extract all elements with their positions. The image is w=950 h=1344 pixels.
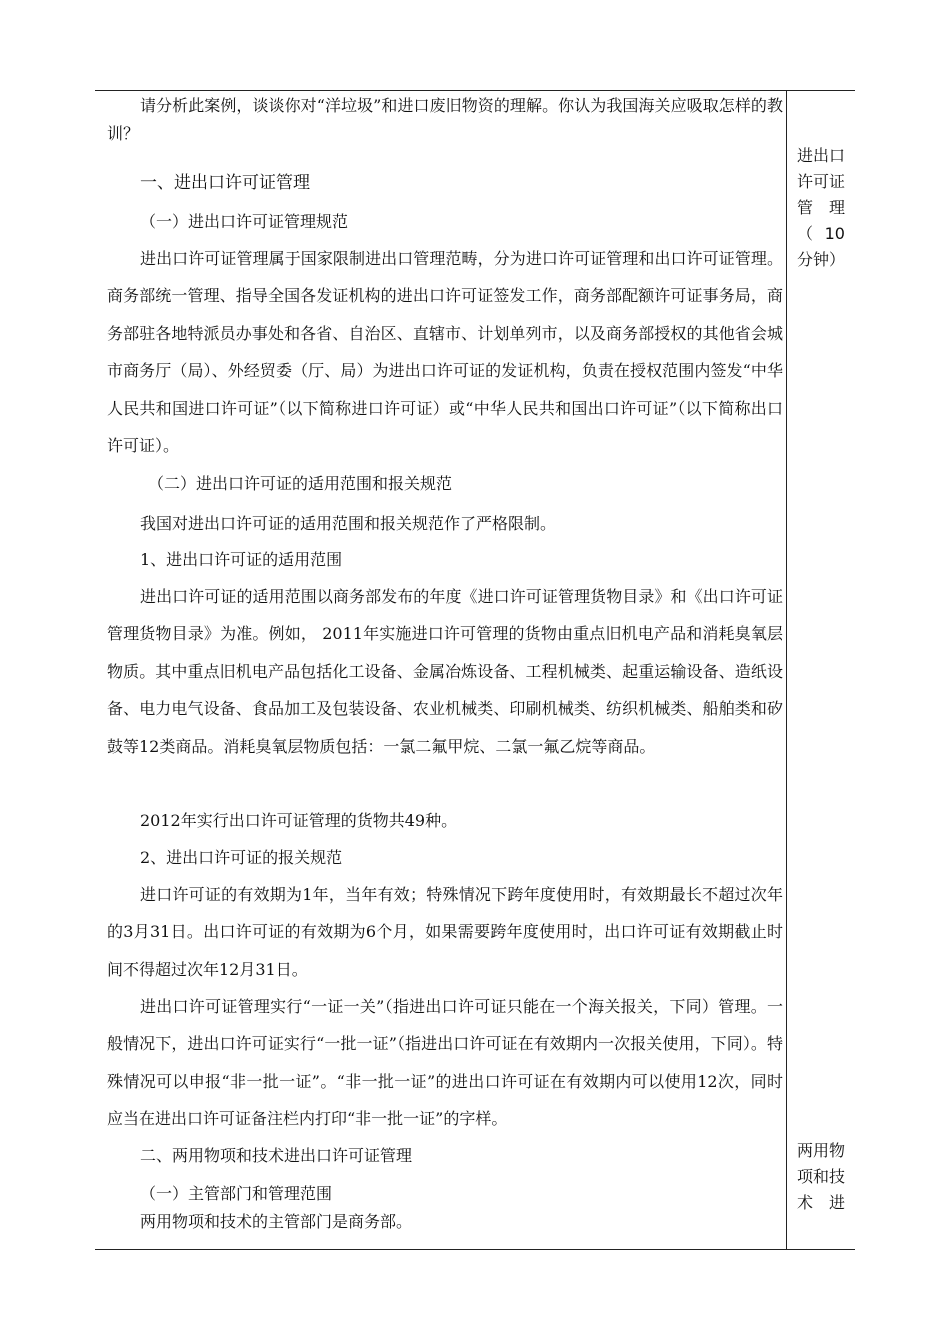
license-management-paragraph: 进出口许可证管理属于国家限制进出口管理范畴，分为进口许可证管理和出口许可证管理。商务部统一管理、指导全国各发证机构的进出口许可证签发工作，商务部配额许可证事务局，商务部驻各地特派员办事处和各省、自治区、直辖市、计划单列市，以及商务部授权的其他省会城市商务厅（局）、外经贸委（厅、局）为进出口许可证的发证机构，负责在授权范围内签发“中华人民共和国进口许可证”（以下简称进口许可证）或“中华人民共和国出口许可证”（以下简称出口许可证）。 xyxy=(107,249,783,456)
export-goods-paragraph: 2012年实行出口许可证管理的货物共49种。 xyxy=(140,811,458,830)
one-license-paragraph: 进出口许可证管理实行“一证一关”（指进出口许可证只能在一个海关报关，下同）管理。一般情况下，进出口许可证实行“一批一证”（指进出口许可证在有效期内一次报关使用，下同）。特殊情况可以申报“非一批一证”。“非一批一证”的进出口许可证在有效期内可以使用12次，同时应当在进出口许可证备注栏内打印“非一批一证”的字样。 xyxy=(107,997,783,1129)
section-heading-1: 一、进出口许可证管理 xyxy=(140,173,310,193)
table-bottom-border xyxy=(95,1249,855,1250)
side-note-dual-use: 两用物项和技术进 xyxy=(797,1141,846,1212)
scope-paragraph: 进出口许可证的适用范围以商务部发布的年度《进口许可证管理货物目录》和《出口许可证管理货物目录》为准。例如， 2011年实施进口许可管理的货物由重点旧机电产品和消耗臭氧层物质。其中重点旧机电产品包括化工设备、金属冶炼设备、工程机械类、起重运输设备、造纸设备、电力电气设备、食品加工及包装设备、农业机械类、印刷机械类、纺织机械类、船舶类和矽鼓等12类商品。消耗臭氧层物质包括：一氯二氟甲烷、二氯一氟乙烷等商品。 xyxy=(107,587,783,756)
case-question-paragraph: 请分析此案例，谈谈你对“洋垃圾”和进口废旧物资的理解。你认为我国海关应吸取怎样的教训？ xyxy=(107,96,783,143)
column-divider xyxy=(786,90,787,1250)
customs-heading: 2、进出口许可证的报关规范 xyxy=(140,848,343,867)
side-note-license-management: 进出口许可证管理（10分钟） xyxy=(797,146,846,269)
subheading-2-1: （一）主管部门和管理范围 xyxy=(140,1184,333,1203)
scope-intro-paragraph: 我国对进出口许可证的适用范围和报关规范作了严格限制。 xyxy=(140,514,557,533)
scope-heading: 1、进出口许可证的适用范围 xyxy=(140,550,343,569)
dual-use-authority-paragraph: 两用物项和技术的主管部门是商务部。 xyxy=(140,1212,413,1231)
subheading-1-1: （一）进出口许可证管理规范 xyxy=(140,212,349,231)
validity-paragraph: 进口许可证的有效期为1年，当年有效；特殊情况下跨年度使用时，有效期最长不超过次年的3月31日。出口许可证的有效期为6个月，如果需要跨年度使用时，出口许可证有效期截止时间不得超过次年12月31日。 xyxy=(107,885,783,979)
section-heading-2: 二、两用物项和技术进出口许可证管理 xyxy=(140,1146,413,1165)
subheading-1-2: （二）进出口许可证的适用范围和报关规范 xyxy=(148,474,453,493)
table-top-border xyxy=(95,90,855,91)
